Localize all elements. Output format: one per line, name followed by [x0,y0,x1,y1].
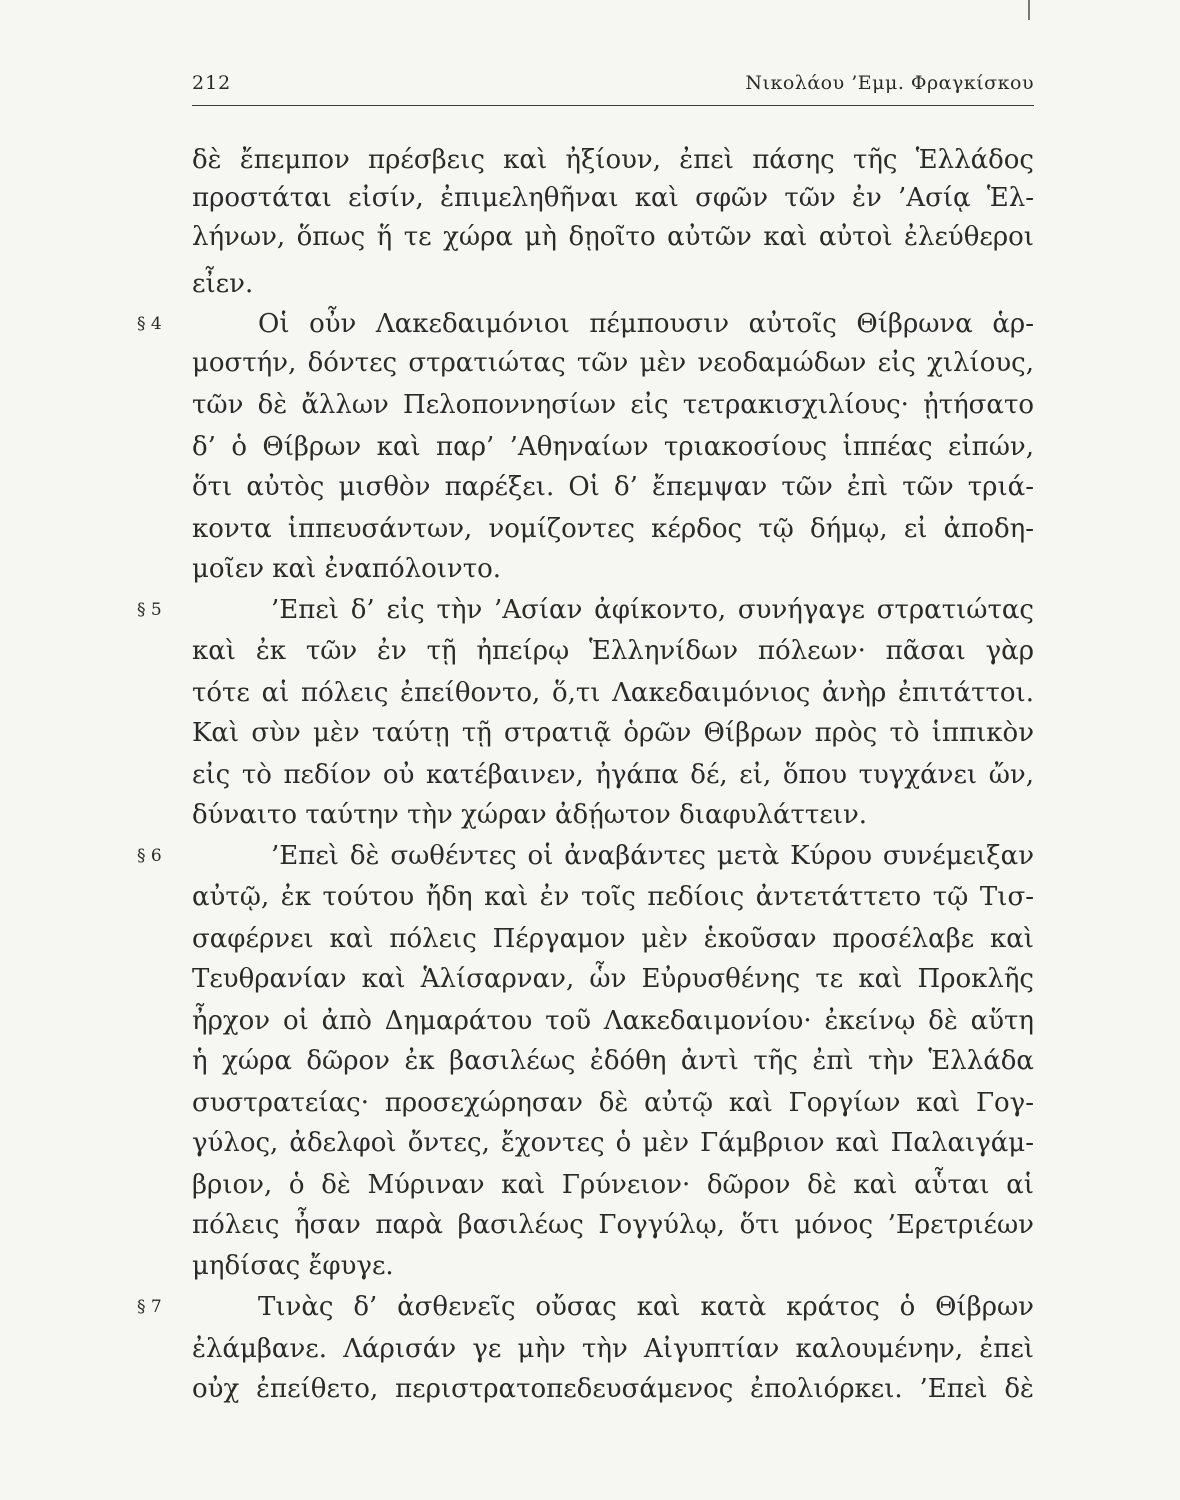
text-line: αὐτῷ, ἐκ τούτου ἤδη καὶ ἐν τοῖς πεδίοις ἀντετάττετο τῷ Τισ- [192,882,1034,912]
text-line: τῶν δὲ ἄλλων Πελοποννησίων εἰς τετρακισχιλίους· ᾐτήσατο [192,390,1034,420]
text-line: Οἱ οὖν Λακεδαιμόνιοι πέμπουσιν αὐτοῖς Θίβρωνα ἁρ- [258,309,1034,339]
text-line: καὶ ἐκ τῶν ἐν τῇ ἠπείρῳ Ἑλληνίδων πόλεων· πᾶσαι γὰρ [192,636,1034,666]
section-mark: § 6 [137,846,162,866]
scan-mark [1028,0,1030,20]
header-rule [192,105,1034,106]
text-line: Τευθρανίαν καὶ Ἁλίσαρναν, ὧν Εὐρυσθένης τε καὶ Προκλῆς [192,964,1034,994]
text-line: συστρατείας· προσεχώρησαν δὲ αὐτῷ καὶ Γοργίων καὶ Γογ- [192,1088,1034,1118]
running-head: Νικολάου ’Εμμ. Φραγκίσκου [745,72,1034,94]
text-line: ἡ χώρα δῶρον ἐκ βασιλέως ἐδόθη ἀντὶ τῆς ἐπὶ τὴν Ἑλλάδα [192,1046,1034,1076]
text-line: δ’ ὁ Θίβρων καὶ παρ’ ’Αθηναίων τριακοσίους ἱππέας εἰπών, [192,432,1034,462]
section-mark: § 7 [137,1297,162,1317]
page-number: 212 [192,72,232,94]
page-header [192,72,1034,102]
text-line: ἐλάμβανε. Λάρισάν γε μὴν τὴν Αἰγυπτίαν καλουμένην, ἐπεὶ [192,1334,1034,1364]
text-line: βριον, ὁ δὲ Μύριναν καὶ Γρύνειον· δῶρον δὲ καὶ αὗται αἱ [192,1170,1034,1200]
text-line: λήνων, ὅπως ἥ τε χώρα μὴ δῃοῖτο αὐτῶν καὶ αὐτοὶ ἐλεύθεροι [192,222,1034,252]
text-line: πόλεις ἦσαν παρὰ βασιλέως Γογγύλῳ, ὅτι μόνος ’Ερετριέων [192,1210,1034,1240]
text-line: κοντα ἱππευσάντων, νομίζοντες κέρδος τῷ δήμῳ, εἰ ἀποδη- [192,514,1034,544]
text-line: ὅτι αὐτὸς μισθὸν παρέξει. Οἱ δ’ ἔπεμψαν τῶν ἐπὶ τῶν τριά- [192,472,1034,502]
text-line: Τινὰς δ’ ἀσθενεῖς οὔσας καὶ κατὰ κράτος ὁ Θίβρων [258,1292,1034,1322]
text-line: εἰς τὸ πεδίον οὐ κατέβαινεν, ἠγάπα δέ, εἰ, ὅπου τυγχάνει ὤν, [192,760,1034,790]
text-line: ’Επεὶ δὲ σωθέντες οἱ ἀναβάντες μετὰ Κύρου συνέμειξαν [271,841,1034,871]
text-line: Καὶ σὺν μὲν ταύτῃ τῇ στρατιᾷ ὁρῶν Θίβρων πρὸς τὸ ἱππικὸν [192,718,1034,748]
section-mark: § 5 [137,600,162,620]
text-line: τότε αἱ πόλεις ἐπείθοντο, ὅ,τι Λακεδαιμόνιος ἀνὴρ ἐπιτάττοι. [192,678,1034,708]
text-line: μοστήν, δόντες στρατιώτας τῶν μὲν νεοδαμώδων εἰς χιλίους, [192,348,1034,378]
text-line: γύλος, ἀδελφοὶ ὄντες, ἔχοντες ὁ μὲν Γάμβριον καὶ Παλαιγάμ- [192,1128,1034,1158]
text-line: οὐχ ἐπείθετο, περιστρατοπεδευσάμενος ἐπολιόρκει. ’Επεὶ δὲ [192,1374,1034,1404]
text-line: σαφέρνει καὶ πόλεις Πέργαμον μὲν ἑκοῦσαν προσέλαβε καὶ [192,924,1034,954]
text-line: δύναιτο ταύτην τὴν χώραν ἀδῄωτον διαφυλάττειν. [192,800,868,830]
text-line: προστάται εἰσίν, ἐπιμεληθῆναι καὶ σφῶν τῶν ἐν ’Ασίᾳ Ἑλ- [192,183,1034,213]
text-line: ἦρχον οἱ ἀπὸ Δημαράτου τοῦ Λακεδαιμονίου· ἐκείνῳ δὲ αὕτη [192,1006,1034,1036]
text-line: δὲ ἔπεμπον πρέσβεις καὶ ἠξίουν, ἐπεὶ πάσης τῆς Ἑλλάδος [192,145,1034,175]
text-line: ’Επεὶ δ’ εἰς τὴν ’Ασίαν ἀφίκοντο, συνήγαγε στρατιώτας [271,595,1034,625]
text-line: μηδίσας ἔφυγε. [192,1251,394,1281]
section-mark: § 4 [137,314,162,334]
text-line: εἶεν. [192,269,254,299]
text-line: μοῖεν καὶ ἐναπόλοιντο. [192,554,502,584]
